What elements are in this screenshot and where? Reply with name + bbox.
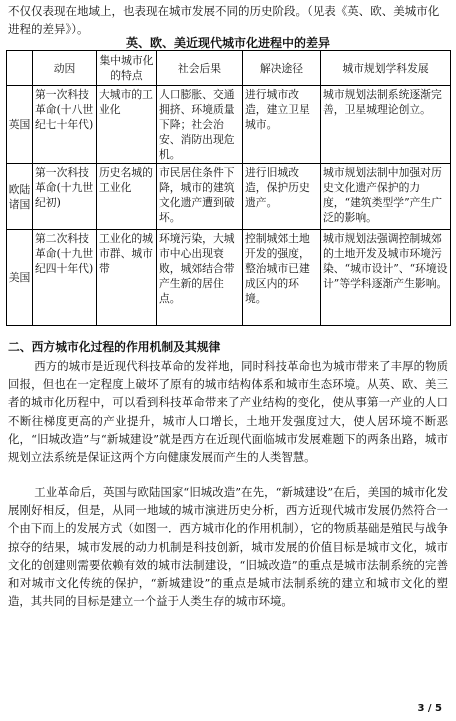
column-header: 动因 [33, 51, 97, 86]
column-header: 集中城市化的特点 [97, 51, 157, 86]
table-row [7, 164, 451, 230]
consequence-cell: 市民居住条件下降，城市的建筑文化遗产遭到破坏。 [157, 164, 243, 230]
feature-cell: 大城市的工业化 [97, 86, 157, 164]
solution-cell: 进行旧城改造，保护历史遗产。 [243, 164, 321, 230]
column-header: 城市规划学科发展 [321, 51, 451, 86]
table-title: 英、欧、美近现代城市化进程中的差异 [125, 36, 330, 50]
region-cell: 美国 [7, 230, 33, 326]
region-cell: 英国 [7, 86, 33, 164]
cause-cell: 第一次科技革命(十九世纪初) [33, 164, 97, 230]
cause-cell: 第二次科技革命(十九世纪四十年代) [33, 230, 97, 326]
consequence-cell: 人口膨胀、交通拥挤、环境质量下降；社会治安、消防出现危机。 [157, 86, 243, 164]
intro-text: 不仅仅表现在地域上，也表现在城市发展不同的历史阶段。（见表《英、欧、美城市化进程的差异》）。 [8, 4, 440, 36]
table-header-row [7, 51, 451, 86]
feature-cell: 历史名城的工业化 [97, 164, 157, 230]
column-header: 解决途径 [243, 51, 321, 86]
section-heading: 二、西方城市化过程的作用机制及其规律 [8, 340, 221, 354]
column-header: 社会后果 [157, 51, 243, 86]
consequence-cell: 环境污染，大城市中心出现衰败，城郊结合带产生新的居住点。 [157, 230, 243, 326]
body-paragraph: 西方的城市是近现代科技革命的发祥地，同时科技革命也为城市带来了丰厚的物质回报，但也在一定程度上破坏了原有的城市结构体系和城市生态环境。从英、欧、美三者的城市化历程中，可以看到科技革命带来了产业结构的变化，使从事第一产业的人口不断往梯度更高的产业提升，城市人口增长，土地开发强度过大，使人居环境不断恶化，“旧城改造”与“新城建设”就是西方在近现代面临城市发展难题下的两条出路，城市规划立法系统是保证这两个方向健康发展而产生的人类智慧。 [8, 359, 448, 465]
solution-cell: 进行城市改造，建立卫星城市。 [243, 86, 321, 164]
table-row [7, 86, 451, 164]
body-paragraph: 工业革命后，英国与欧陆国家“旧城改造”在先，“新城建设”在后，美国的城市化发展刚好相反，但是，从同一地域的城市演进历史分析，西方近现代城市发展仍然符合一个由下而上的发展方式（如图一．西方城市化的作用机制），它的物质基础是殖民与战争掠夺的结果，城市发展的动力机制是科技创新，城市发展的价值目标是城市文化，城市文化的创建则需要依赖有效的城市法制建设，“旧城改造”的重点是城市法制系统的完善和对城市文化传统的保护，“新城建设”的重点是城市法制系统的建立和城市文化的塑造，其共同的目标是建立一个益于人类生存的城市环境。 [8, 485, 448, 609]
discipline-cell: 城市规划法强调控制城郊的土地开发及城市环境污染、“城市设计”、“环境设计”等学科逐渐产生影响。 [321, 230, 451, 326]
table-row [7, 230, 451, 326]
solution-cell: 控制城郊土地开发的强度，整治城市已建成区内的环境。 [243, 230, 321, 326]
comparison-table [6, 50, 451, 326]
discipline-cell: 城市规划法制中加强对历史文化遗产保护的力度，“建筑类型学”产生广泛的影响。 [321, 164, 451, 230]
page-number: 3 / 5 [417, 703, 442, 714]
column-header [7, 51, 33, 86]
region-cell: 欧陆诸国 [7, 164, 33, 230]
feature-cell: 工业化的城市群、城市带 [97, 230, 157, 326]
cause-cell: 第一次科技革命(十八世纪七十年代) [33, 86, 97, 164]
discipline-cell: 城市规划法制系统逐渐完善，卫星城理论创立。 [321, 86, 451, 164]
